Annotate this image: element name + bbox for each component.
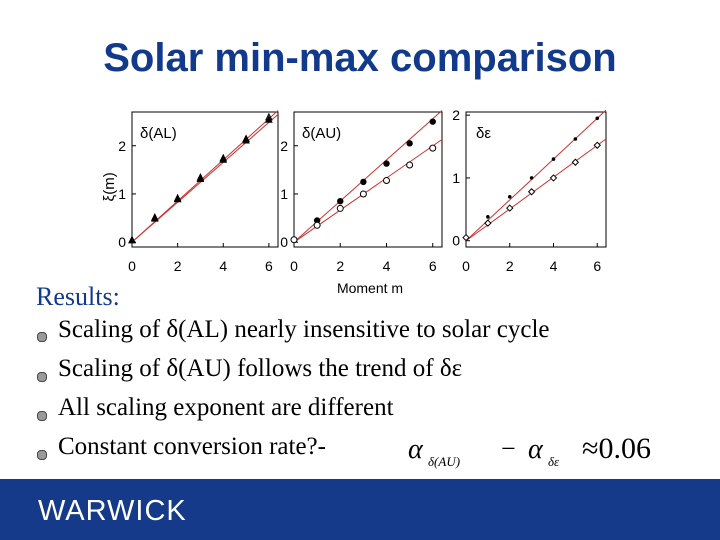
data-point bbox=[314, 222, 320, 228]
x-tick-label: 6 bbox=[264, 258, 273, 274]
formula-sub-2: δε bbox=[548, 454, 560, 469]
data-point bbox=[291, 237, 297, 243]
data-point bbox=[406, 140, 412, 146]
x-tick-label: 4 bbox=[549, 258, 558, 274]
y-tick-label: 0 bbox=[280, 234, 288, 251]
bullet-dot bbox=[37, 411, 47, 421]
data-point bbox=[360, 179, 366, 185]
data-point bbox=[337, 205, 343, 211]
slide-title: Solar min-max comparison bbox=[103, 36, 617, 80]
formula-sub-1: δ(AU) bbox=[428, 454, 461, 469]
x-tick-label: 4 bbox=[219, 258, 228, 274]
data-point bbox=[337, 198, 343, 204]
formula-approx: ≈0.06 bbox=[582, 432, 651, 465]
panel-label: δε bbox=[476, 125, 492, 142]
bullet-text: Constant conversion rate?- bbox=[58, 433, 326, 460]
x-tick-label: 0 bbox=[462, 258, 470, 274]
y-tick-label: 1 bbox=[118, 185, 126, 202]
x-tick-label: 6 bbox=[428, 258, 437, 274]
data-point bbox=[384, 177, 390, 183]
data-point bbox=[595, 116, 599, 120]
data-point bbox=[430, 118, 436, 124]
y-tick-label: 2 bbox=[118, 137, 126, 154]
y-axis-label: ξ(m) bbox=[101, 172, 118, 202]
y-tick-label: 0 bbox=[452, 232, 460, 249]
data-point bbox=[485, 220, 491, 226]
panel-label: δ(AL) bbox=[140, 125, 177, 142]
x-tick-label: 0 bbox=[290, 258, 298, 274]
results-heading: Results: bbox=[36, 282, 120, 311]
y-tick-label: 1 bbox=[452, 169, 460, 186]
panel-label: δ(AU) bbox=[302, 125, 342, 142]
bullet-dot bbox=[37, 450, 47, 460]
data-point bbox=[430, 145, 436, 151]
bullet-dot bbox=[37, 332, 47, 342]
bullet-text: Scaling of δ(AL) nearly insensitive to solar cycle bbox=[58, 316, 550, 343]
warwick-logo: WARWICK bbox=[38, 495, 187, 527]
bullet-text: Scaling of δ(AU) follows the trend of δε bbox=[58, 355, 463, 382]
x-tick-label: 2 bbox=[173, 258, 182, 274]
results-block bbox=[36, 282, 120, 312]
bullet-text: All scaling exponent are different bbox=[58, 394, 394, 421]
data-point bbox=[529, 189, 535, 195]
y-tick-label: 2 bbox=[280, 137, 288, 154]
x-tick-label: 0 bbox=[128, 258, 136, 274]
bullet-dot bbox=[37, 372, 47, 382]
formula-minus: − bbox=[501, 434, 516, 463]
y-tick-label: 0 bbox=[118, 234, 126, 251]
formula-alpha-2: α bbox=[528, 434, 543, 465]
data-point bbox=[383, 160, 389, 166]
x-tick-label: 2 bbox=[336, 258, 345, 274]
data-point bbox=[574, 137, 578, 141]
y-tick-label: 2 bbox=[452, 107, 460, 124]
x-axis-label: Moment m bbox=[336, 280, 404, 296]
data-point bbox=[486, 215, 490, 219]
data-point bbox=[508, 195, 512, 199]
y-tick-label: 1 bbox=[280, 185, 288, 202]
data-point bbox=[552, 157, 556, 161]
x-tick-label: 2 bbox=[505, 258, 514, 274]
data-point bbox=[360, 191, 366, 197]
formula-alpha-1: α bbox=[408, 434, 423, 465]
formula bbox=[406, 426, 676, 472]
data-point bbox=[530, 176, 534, 180]
x-tick-label: 6 bbox=[593, 258, 602, 274]
x-tick-label: 4 bbox=[382, 258, 391, 274]
data-point bbox=[407, 162, 413, 168]
